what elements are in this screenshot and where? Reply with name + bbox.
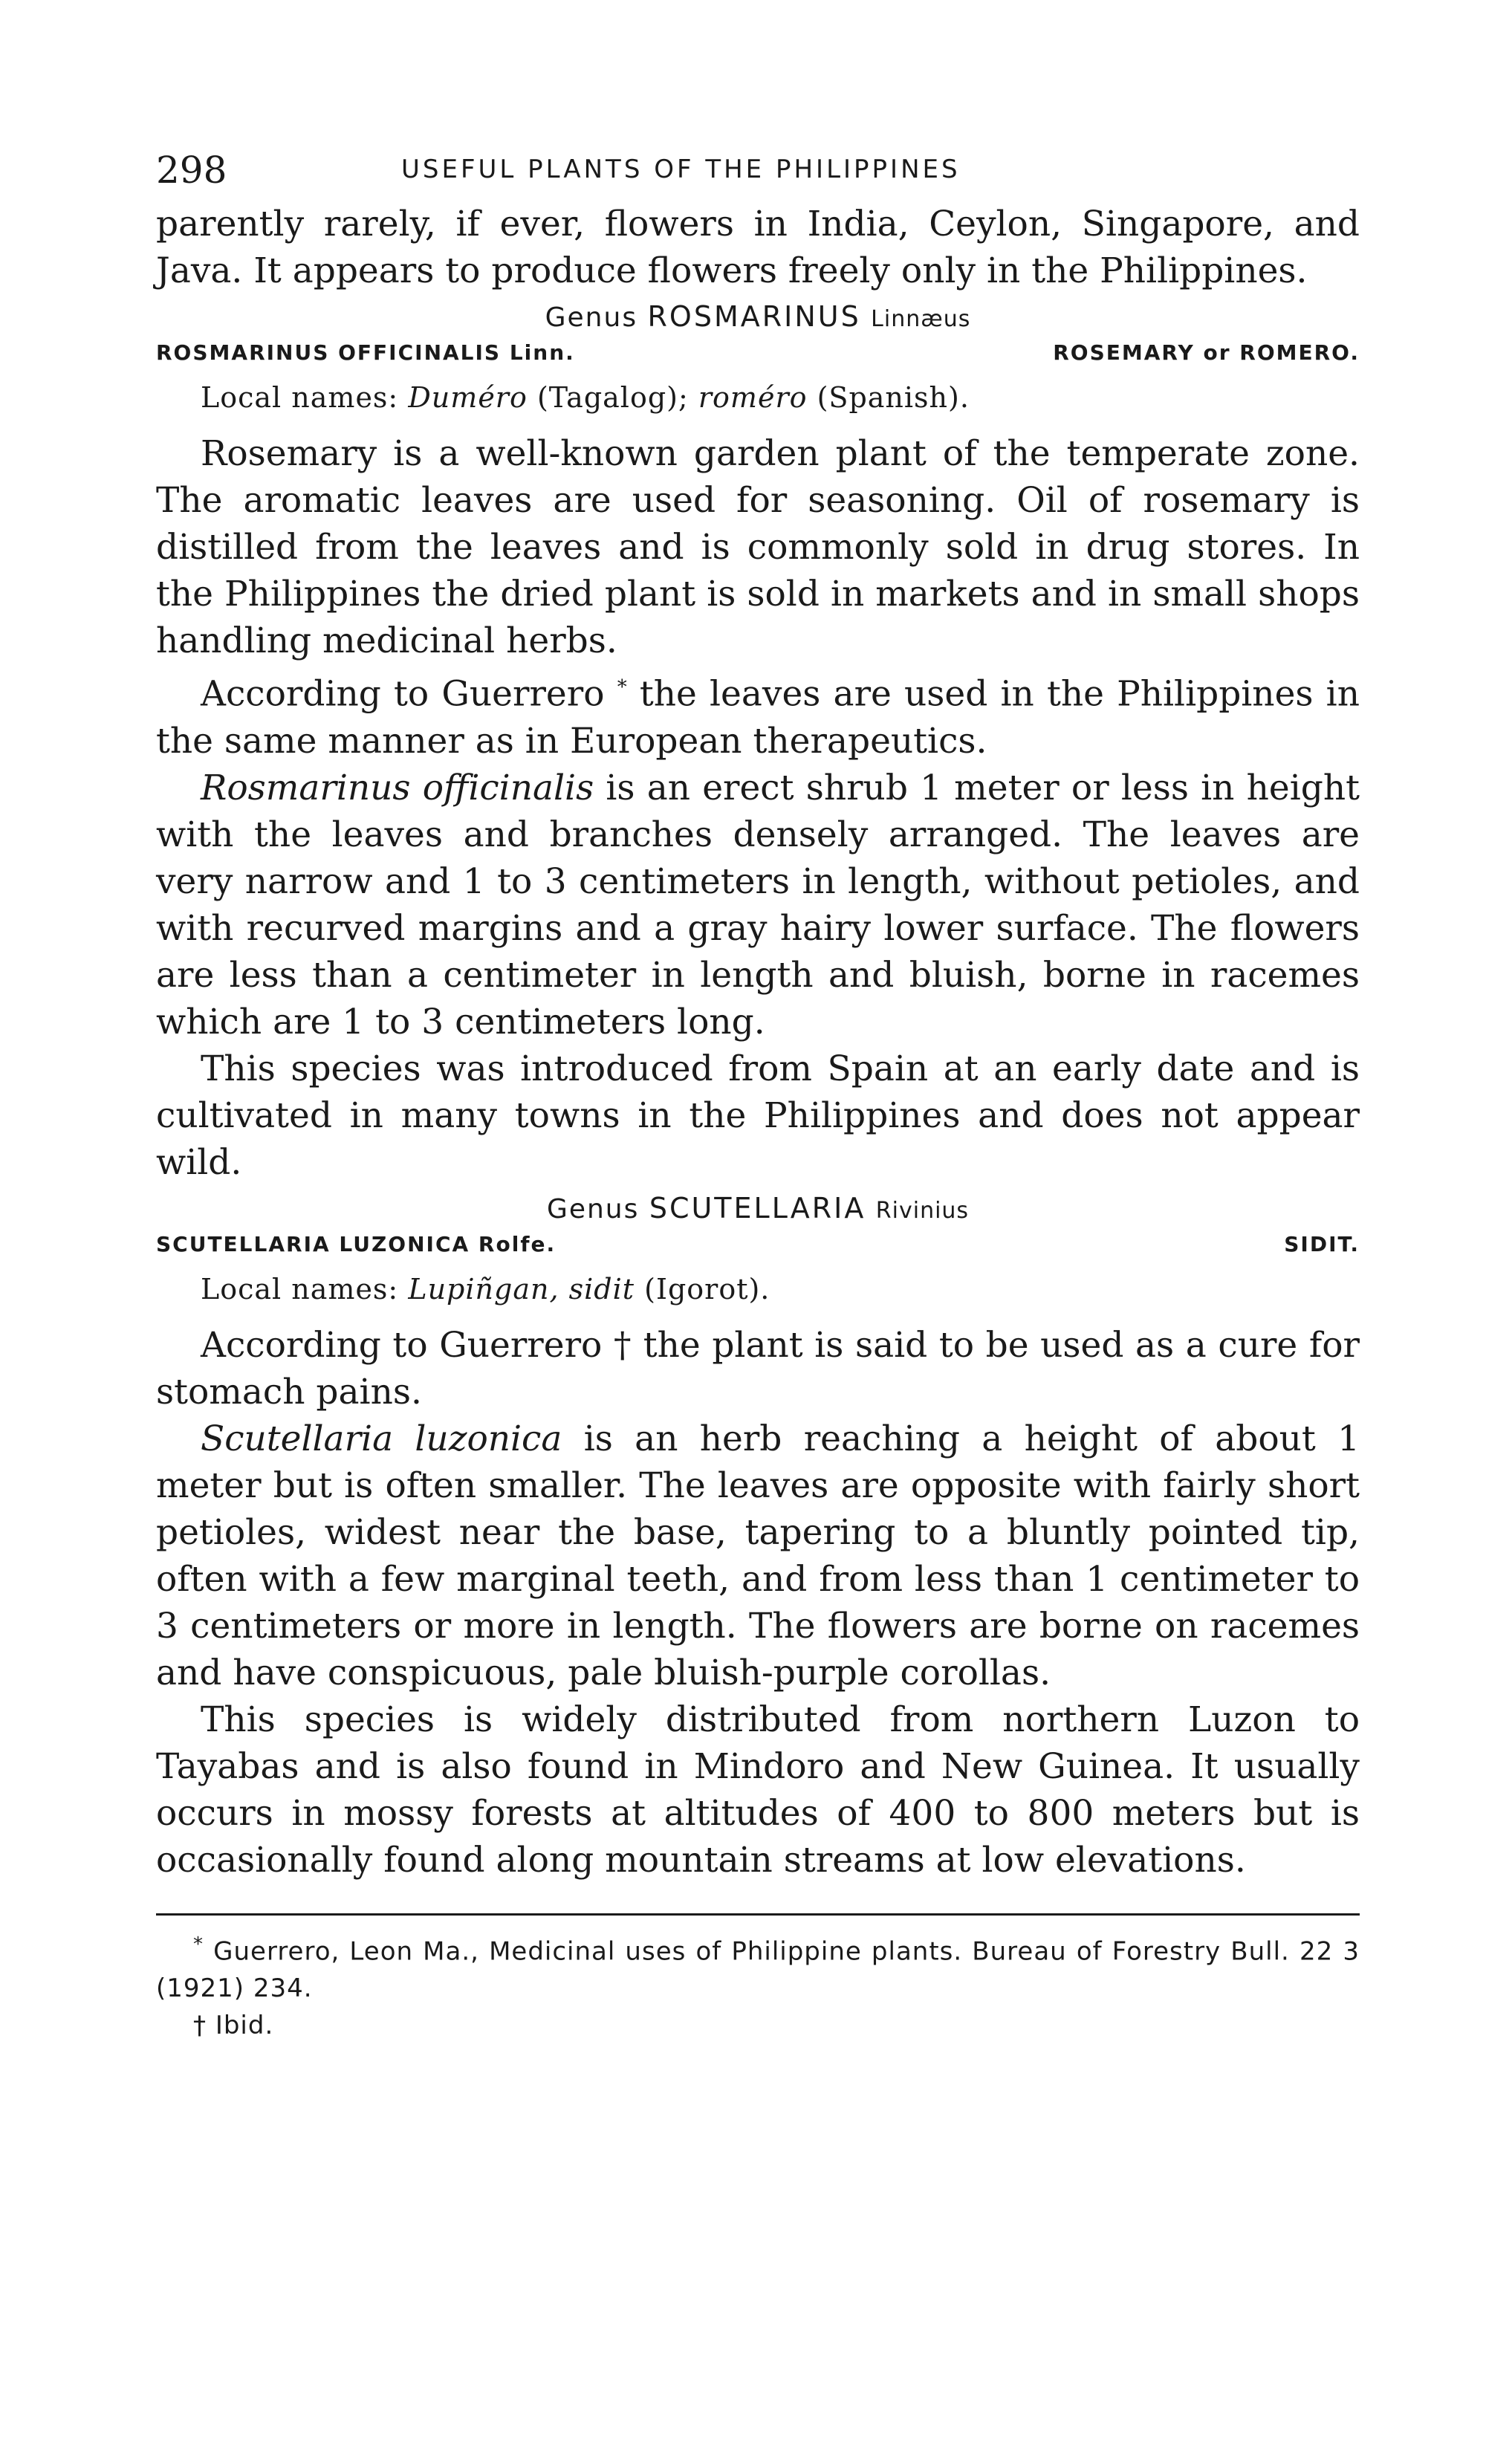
genus-label: Genus (545, 302, 638, 333)
rosemary-paragraph-2 (156, 664, 1360, 765)
footnote-marker: † (193, 2010, 207, 2040)
scutellaria-paragraph-2 (156, 1415, 1360, 1696)
genus-author: Rivinius (875, 1197, 970, 1224)
rosemary-paragraph-4: This species was introduced from Spain at an early date and is cultivated in many towns in the Philippines and does not appear wild. (156, 1048, 1360, 1183)
running-head (156, 141, 1360, 201)
genus-name: SCUTELLARIA (649, 1191, 866, 1225)
species-italic: Rosmarinus officinalis (201, 767, 594, 808)
book-page (156, 141, 1360, 2044)
genus-heading-rosmarinus (156, 300, 1360, 333)
footnote-text: Guerrero, Leon Ma., Medicinal uses of Philippine plants. Bureau of Forestry Bull. 22 3 (1921) 234. (156, 1936, 1360, 2003)
footnote-marker: * (193, 1933, 204, 1956)
footnote-marker: † (613, 1324, 632, 1366)
species-name: ROSMARINUS OFFICINALIS Linn. (156, 340, 575, 365)
scutellaria-paragraph-3: This species is widely distributed from northern Luzon to Tayabas and is also found in Mindoro and New Guinea. It usually occurs in mossy forests at altitudes of 400 to 800 meters but is occasionally found along mountain streams at low elevations. (156, 1699, 1360, 1881)
species-italic: Scutellaria luzonica (201, 1418, 562, 1459)
text-segment: According to Guerrero (201, 1324, 603, 1366)
local-name: Duméro (408, 381, 528, 414)
scutellaria-paragraph-1 (156, 1322, 1360, 1415)
text-segment: the leaves are used in the Philippines in the same manner as in European therapeutics. (156, 673, 1360, 762)
intro-paragraph: parently rarely, if ever, flowers in India, Ceylon, Singapore, and Java. It appears to produce flowers freely only in the Philippines. (156, 204, 1360, 291)
text-segment: According to Guerrero (201, 673, 605, 715)
genus-heading-scutellaria (156, 1192, 1360, 1225)
genus-author: Linnæus (871, 306, 971, 332)
footnote-1 (156, 1926, 1360, 2007)
local-name-language: (Igorot). (644, 1272, 770, 1306)
text-segment: is an herb reaching a height of about 1 meter but is often smaller. The leaves are opposite with fairly short petioles, widest near the base, tapering to a bluntly pointed tip, often with a few marginal teeth, and from less than 1 centimeter to 3 centimeters or more in length. The flowers are borne on racemes and have conspicuous, pale bluish-purple corollas. (156, 1418, 1360, 1693)
species-line-rosmarinus (156, 340, 1360, 365)
footnote-marker: * (617, 676, 627, 698)
common-name: ROSEMARY or ROMERO. (1053, 340, 1360, 365)
footnote-2 (193, 2007, 1360, 2044)
footnote-divider (156, 1913, 1360, 1916)
local-name: roméro (698, 381, 808, 414)
local-names-rosmarinus (201, 375, 1360, 420)
footnote-text: Ibid. (215, 2010, 274, 2040)
local-names-scutellaria (201, 1267, 1360, 1311)
genus-name: ROSMARINUS (647, 300, 861, 333)
local-name-language: (Tagalog); (536, 381, 689, 414)
local-name: Lupiñgan, sidit (408, 1272, 635, 1306)
species-name: SCUTELLARIA LUZONICA Rolfe. (156, 1231, 557, 1256)
local-names-prefix: Local names: (201, 381, 399, 414)
local-names-prefix: Local names: (201, 1272, 399, 1306)
text-segment: the plant is said to be used as a cure for stomach pains. (156, 1324, 1360, 1413)
local-name-language: (Spanish). (817, 381, 970, 414)
rosemary-paragraph-3 (156, 765, 1360, 1045)
page-number: 298 (156, 149, 227, 192)
genus-label: Genus (546, 1193, 640, 1225)
running-title: USEFUL PLANTS OF THE PHILIPPINES (401, 155, 961, 184)
species-line-scutellaria (156, 1232, 1360, 1256)
text-segment: is an erect shrub 1 meter or less in height with the leaves and branches densely arranged. The leaves are very narrow and 1 to 3 centimeters in length, without petioles, and with recurved margins and a gray hairy lower surface. The flowers are less than a centimeter in length and bluish, borne in racemes which are 1 to 3 centimeters long. (156, 767, 1360, 1042)
common-name: SIDIT. (1284, 1231, 1360, 1256)
rosemary-paragraph-1: Rosemary is a well-known garden plant of the temperate zone. The aromatic leaves are used for seasoning. Oil of rosemary is distilled from the leaves and is commonly sold in drug stores. In the Philippines the dried plant is sold in markets and in small shops handling medicinal herbs. (156, 433, 1360, 661)
